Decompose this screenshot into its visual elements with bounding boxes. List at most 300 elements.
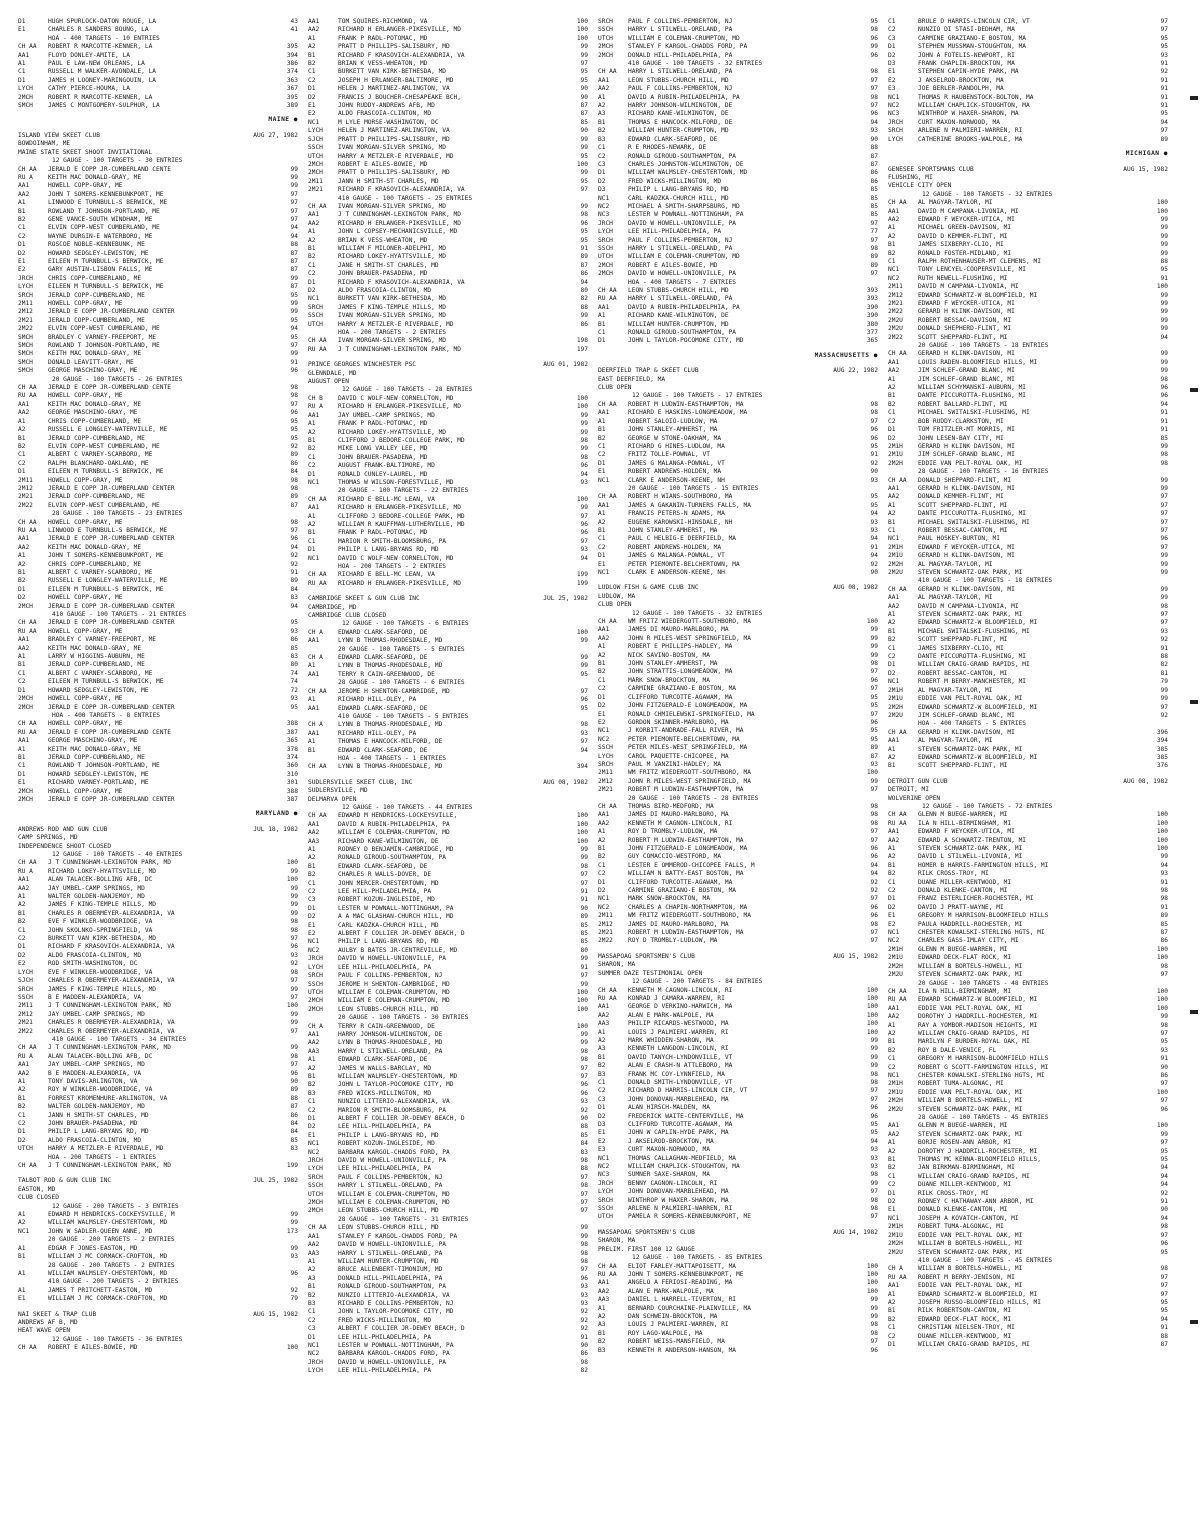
score [854,279,878,287]
class-code: C1 [308,879,316,887]
result-row [308,671,588,679]
class-code: C2 [888,1332,896,1340]
shooter-name: JERALD E COPP JR-CUMBERLAND CENTE [48,384,171,392]
score: 95 [290,291,298,299]
shooter-name: BURKETT VAN KIRK-BETHESDA, MD [338,295,447,303]
result-row [888,619,1168,627]
shooter-name: ROBERT WEISS-MANSFIELD, MA [628,1338,725,1346]
result-row [888,1022,1168,1030]
shooter-name: MARION R SMITH-BLOOMSBURG, PA [338,537,447,545]
shooter-name: GEORGE MASCHINO-GRAY, ME [48,367,138,375]
score: 99 [580,846,588,853]
score: 97 [1160,501,1168,509]
class-code: NC1 [888,266,900,274]
score: 98 [870,802,878,810]
score: 95 [870,1129,878,1137]
shooter-name: IVAN MORGAN-SILVER SPRING, MD [338,312,447,320]
result-row [308,1199,588,1207]
shooter-name: LYNN B THOMAS-RHODESDALE, MD [338,662,443,670]
shooter-name: LEE HILL-PHILADELPHIA, PA [338,888,432,896]
shooter-name: HOWELL COPP-GRAY, ME [48,182,123,190]
class-code: 2M1H [888,543,903,551]
score: 93 [580,1299,588,1307]
score: 97 [1160,526,1168,534]
class-code: C1 [598,861,606,869]
result-row [888,1005,1168,1013]
class-code: A2 [308,236,316,244]
shooter-name: EDWARD F WEYCKER-UTICA, MI [918,828,1015,836]
shooter-name: RALPH BLANCHARD-OAKLAND, ME [48,459,149,467]
shooter-name: FRANK MC COY-LYNNFIELD, MA [628,1070,725,1078]
score: 93 [1160,1046,1168,1054]
shooter-name: GERARD H KLINK DAVISON, MI [918,442,1015,450]
result-row [598,110,878,118]
score: 92 [290,560,298,568]
result-row [308,504,588,512]
class-code: E2 [18,960,26,968]
score: 97 [1160,703,1168,711]
class-code: E1 [598,1129,606,1137]
score: 98 [870,409,878,417]
score: 94 [580,554,588,562]
result-row [18,859,298,867]
score: 99 [870,634,878,642]
score: 96 [580,462,588,470]
class-code: AA3 [598,1296,610,1304]
shooter-name: RILK ROBERTSON-CANTON, MI [918,1307,1012,1315]
score: 99 [1160,241,1168,249]
shooter-name: JERALD E COPP JR-CUMBERLAND CENTE [48,728,171,736]
shooter-name: FORREST KROMENHURE-ARLINGTON, VA [48,1094,168,1102]
score: 91 [1160,93,1168,101]
class-code: NC2 [888,274,900,282]
result-row [308,1334,588,1342]
result-row [598,1071,878,1079]
score: 99 [870,1045,878,1053]
result-row [18,868,298,876]
shooter-name: KENNETH M CAGNON-LINCOLN, RI [628,819,733,827]
event-date: AUG 08, 1982 [543,778,588,786]
result-row [888,510,1168,518]
result-row [308,1359,588,1367]
shooter-name: JOHN L TAYLOR-POCOMOKE CITY, MD [628,337,744,345]
class-code: D1 [598,693,606,701]
class-code: 2M12 [18,484,33,492]
class-code: UTCH [308,152,323,160]
shooter-name: PETER PIEMONTE-BELCHERTOWN, MA [628,560,740,568]
shooter-name: RUSSELL E LONGLEY-WATERVILLE, ME [48,577,168,585]
score: 98 [290,384,298,392]
class-code: E2 [598,718,606,726]
score: 97 [290,400,298,408]
shooter-name: BERNARD COURCHAINE-PLAINVILLE, MA [628,1304,751,1312]
shooter-name: DAVID TANYCH-LYNDONVILLE, VT [628,1053,733,1061]
class-code: SSCH [308,1182,323,1190]
shooter-name: 410 GAUGE - 200 TARGETS - 2 ENTRIES [48,1278,179,1286]
class-code: D1 [598,459,606,467]
event-header [308,779,588,787]
shooter-name: WILLIAM HUNTER-CRUMPTON, MD [628,320,729,328]
class-code: A2 [308,1064,316,1072]
score: 97 [1160,1231,1168,1239]
class-code: A1 [888,375,896,383]
shooter-name: JERALD COPP-CUMBERLAND, ME [48,316,145,324]
score: 84 [290,1128,298,1136]
shooter-name: RICHARD H ERLANGER-PIKESVILLE, MD [338,579,461,587]
score: 97 [870,895,878,903]
class-code: D2 [308,93,316,101]
class-code: D2 [888,669,896,677]
score: 93 [1160,51,1168,59]
result-row [308,747,588,755]
score: 84 [290,585,298,593]
shooter-name: PRATT D PHILLIPS-SALISBURY, MD [338,43,450,51]
score: 97 [1160,971,1168,979]
results-column [18,18,298,1523]
result-row [598,220,878,228]
score: 99 [580,1224,588,1232]
shooter-name: ALBERT C VARNEY-SCARBORO, ME [48,569,153,576]
shooter-name: JERALD E COPP JR-CUMBERLAND CENTER [48,619,175,627]
shooter-name: JOHN DONOVAN-MARBLEHEAD, MA [628,1188,729,1196]
result-row [888,845,1168,853]
club-name: ANDREWS ROD AND GUN CLUB [18,825,108,833]
shooter-name: ROWLAND T JOHNSON-PORTLAND, ME [48,207,160,215]
class-code: D1 [888,1340,896,1348]
shooter-name: RONALD GIROUD-SOUTHAMPTON, PA [628,152,737,160]
shooter-name: RICHARD H ERLANGER-PIKESVILLE, MD [338,219,461,227]
shooter-name: RICHARD HILL-OLEY, PA [338,729,417,737]
shooter-name: FRANCIS PETERS-N ADAMS, MA [628,510,725,518]
result-row [888,820,1168,828]
result-row [18,493,298,501]
score: 99 [290,1010,298,1018]
score: 99 [580,654,588,662]
result-row [598,694,878,702]
class-code: D2 [18,1136,26,1144]
event-subtitle: WOLVERINE OPEN [888,794,941,802]
class-code [888,342,918,350]
class-code: SRCH [888,127,903,135]
score: 93 [580,1098,588,1106]
class-code: B3 [308,1089,316,1097]
shooter-name: HOWELL COPP-GRAY, ME [48,695,123,703]
class-code: AA1 [18,182,30,190]
result-row [888,1282,1168,1290]
result-row [18,468,298,476]
shooter-name: SCOTT SHEPPARD-FLINT, MI [918,762,1008,770]
score: 97 [580,60,588,68]
result-row [598,643,878,651]
score: 99 [290,901,298,909]
result-row [888,712,1168,720]
class-code: NC1 [888,678,900,686]
shooter-name: WILLIAM CRAIG-GRAND RAPIDS, MI [918,1029,1030,1037]
class-code: C1 [598,329,606,337]
shooter-name: HOWELL COPP-GRAY, ME [48,594,123,602]
score: 97 [580,537,588,545]
result-row [888,577,1168,585]
result-row [308,688,588,696]
shooter-name: ALBERT C VARNEY-SCARBORO, ME [48,669,153,677]
class-code: C1 [598,676,606,684]
result-row [598,652,878,660]
result-row [308,947,588,955]
score: 97 [870,1188,878,1196]
shooter-name: PHILIP L LANG-BRYANS RD, MD [628,186,729,194]
score: 96 [870,676,878,684]
class-code: 2M2H [888,703,903,711]
shooter-name: FRANK P RADL-POTOMAC, MD [338,529,428,537]
score: 99 [1160,249,1168,257]
shooter-name: B E MADDEN-ALEXANDRIA, VA [48,1069,142,1077]
class-code: D1 [308,904,316,912]
score: 99 [290,1044,298,1052]
result-row [888,1148,1168,1156]
shooter-name: JAMES DI MAURO-MARLBORO, MA [628,920,729,928]
result-row [308,1308,588,1316]
gauge-heading: 12 GAUGE - 200 TARGETS - 3 ENTRIES [52,1202,179,1210]
result-row [308,713,588,721]
result-row [888,334,1168,342]
score [564,487,588,495]
result-row [598,1129,878,1137]
shooter-name: HOWELL COPP-GRAY, ME [48,518,123,526]
result-row [308,1132,588,1140]
result-row [18,1137,298,1145]
result-row [308,1149,588,1157]
result-row [308,1031,588,1039]
result-row [18,182,298,190]
class-code: SMCH [18,342,33,350]
class-code: B2 [598,853,606,861]
score: 91 [1160,76,1168,84]
result-row [308,563,588,571]
shooter-name: EDDIE VAN PELT-ROYAL OAK, MI [918,1282,1023,1290]
gauge-heading: 12 GAUGE - 100 TARGETS - 6 ENTRIES [342,620,469,628]
class-code: D1 [888,1189,896,1197]
score: 100 [576,628,588,636]
shooter-name: 410 GAUGE - 100 TARGETS - 5 ENTRIES [338,712,469,720]
result-row [888,485,1168,493]
shooter-name: MICHAEL SWITALSKI-FLUSHING, MI [918,518,1030,526]
score [854,795,878,803]
class-code: D1 [18,468,26,476]
score: 95 [1160,34,1168,42]
event-header [598,367,878,375]
shooter-name: HOWELL COPP-GRAY, ME [48,787,123,795]
result-row [308,395,588,403]
result-row [888,224,1168,232]
shooter-name: JAMES F KING-TEMPLE HILLS, MD [48,901,157,909]
event-subtitle: PRELIM. FIRST 100 12 GAUGE [598,1245,695,1253]
result-row [598,569,878,577]
shooter-name: 20 GAUGE - 100 TARGETS - 15 ENTRIES [628,484,759,492]
result-row [598,618,878,626]
class-code: D1 [598,552,606,560]
class-code: C2 [18,459,26,467]
shooter-name: MIKE LONG VALLEY LEE, MD [338,445,428,453]
result-row [888,1223,1168,1231]
result-row [308,555,588,563]
class-code: SJCH [18,977,33,985]
result-row [18,85,298,93]
class-code: C2 [888,26,896,34]
shooter-name: HOA - 400 TARGETS - 7 ENTRIES [628,278,737,286]
result-row [888,208,1168,216]
class-code: 2M12 [888,291,903,299]
shooter-name: ARLENE N PALMIERI-WARREN, RI [628,1205,733,1213]
class-code: 2MCH [18,602,33,610]
class-code: A2 [888,853,896,861]
class-code: C1 [598,144,606,152]
class-code: A3 [598,1045,606,1053]
shooter-name: RICHARD F KRASOVICH-ALEXANDRIA, VA [338,51,465,59]
score [274,1262,298,1270]
shooter-name: PAMELA R SOMERS-KENNEBUNKPORT, ME [628,1213,751,1221]
score: 85 [580,930,588,938]
class-code: RU AA [888,819,907,827]
class-code: CH AA [18,1344,37,1352]
score: 96 [870,434,878,442]
score: 93 [870,518,878,526]
shooter-name: JEROME H SHENTON-CAMBRIDGE, MD [338,980,450,988]
score: 378 [286,745,298,753]
shooter-name: GREGORY M HARRISON-BLOOMFIELD HILLS [918,912,1049,920]
class-code: SRCH [308,1173,323,1181]
shooter-name: RICHARD H ERLANGER-PIKESVILLE, MD [338,504,461,512]
result-row [308,1107,588,1115]
class-code: E2 [308,110,316,118]
result-row [598,1045,878,1053]
shooter-name: WM FRITZ WIEDERGOTT-SOUTHBORO, MA [628,912,751,920]
result-row [888,1299,1168,1307]
class-code: B3 [598,1070,606,1078]
score: 97 [870,236,878,244]
result-row [308,1258,588,1266]
score: 87 [290,249,298,257]
score: 95 [870,693,878,701]
result-row [18,60,298,68]
result-row [598,668,878,676]
result-row [18,885,298,893]
score: 84 [580,1140,588,1148]
class-code: D1 [18,770,26,778]
score: 99 [580,169,588,177]
class-code: B1 [18,434,26,442]
class-code: E3 [888,85,896,93]
shooter-name: HARRY L STILWELL-ORELAND, PA [338,1182,443,1190]
shooter-name: EDWARD SCHWARTZ-W BLOOMFIELD, MI [918,1290,1038,1298]
shooter-name: CHRIS COPP-CUMBERLAND, ME [48,560,142,568]
score: 99 [1160,367,1168,375]
result-row [18,661,298,669]
result-row [18,561,298,569]
shooter-name: JOHN T SOMERS-KENNEBUNKPORT, ME [48,190,164,198]
result-row [308,972,588,980]
class-code: SJCH [308,135,323,143]
shooter-name: HOA - 200 TARGETS - 2 ENTRIES [338,329,447,337]
result-row [598,660,878,668]
result-row [598,828,878,836]
score: 97 [1160,26,1168,34]
result-row [308,721,588,729]
shooter-name: WILLIAM WALMSLEY-CHESTERTOWN, MD [48,1219,168,1227]
shooter-name: MARK WHIDDEN-SHARON, MA [628,1036,714,1044]
score: 91 [1160,409,1168,417]
result-row [888,1106,1168,1114]
score: 96 [580,219,588,227]
shooter-name: RILK CROSS-TROY, MI [918,870,989,878]
score: 99 [290,274,298,282]
shooter-name: PHILIP L LANG-BRYANS RD, MD [338,546,439,554]
result-row [308,863,588,871]
shooter-name: HARRY JOHNSON-WILMINGTON, DE [628,102,733,110]
score: 89 [290,493,298,501]
result-row [308,1081,588,1089]
shooter-name: SCOTT SHEPPARD-FLINT, MI [918,333,1008,341]
score: 99 [1160,358,1168,366]
class-code: CH AA [308,202,327,210]
gauge-heading: 12 GAUGE - 100 TARGETS - 28 ENTRIES [342,386,473,394]
class-code: C1 [308,453,316,461]
shooter-name: LESTER E OMMEROD-CHICOPEE FALLS, M [628,861,755,869]
score: 99 [580,202,588,210]
shooter-name: JOHN L TAYLOR-POCOMOKE CITY, MD [338,1081,454,1089]
score: 97 [870,937,878,945]
score: 92 [1160,68,1168,76]
score: 89 [870,261,878,269]
shooter-name: WILLIAM B BORTELS-HOWELL, MI [918,1265,1023,1273]
score: 173 [286,1227,298,1235]
shooter-name: CHESTER KOWALSKI-STERLING HGTS, MI [918,1071,1045,1079]
shooter-name: HOWELL COPP-GRAY, ME [48,476,123,484]
result-row [308,546,588,554]
shooter-name: HOWELL COPP-GRAY, ME [48,720,123,728]
class-code: AA2 [308,829,320,837]
shooter-name: 410 GAUGE - 100 TARGETS - 18 ENTRIES [918,577,1053,585]
result-row [308,220,588,228]
shooter-name: AL MAGYAR-TAYLOR, MI [918,560,993,568]
class-code: A1 [18,60,26,68]
shooter-name: DONALD SHEPPARD-FLINT, MI [918,476,1012,484]
shooter-name: JOHN BRAUER-PASADENA, MD [48,1120,138,1127]
class-code: A2 [598,518,606,526]
event-date: AUG 22, 1982 [833,367,878,375]
score: 97 [1160,510,1168,518]
shooter-name: WILLIAM WALMSLEY-CHESTERTOWN, MD [338,1072,458,1080]
class-code: A2 [308,43,316,51]
class-code: SSCH [598,26,613,34]
shooter-name: STEVEN SCHWARTZ-OAK PARK, MI [918,1248,1023,1256]
shooter-name: JANN H SMITH-ST CHARLES, MD [338,177,439,185]
class-code: A3 [598,110,606,118]
class-code: D2 [598,1112,606,1120]
class-code: B1 [598,118,606,126]
result-row [18,1086,298,1094]
class-code: UTCH [308,1190,323,1198]
class-code: A2 [308,520,316,528]
shooter-name: JAMES A GAKANIN-TURNERS FALLS, MA [628,501,751,509]
score: 92 [1160,636,1168,644]
score: 93 [290,627,298,635]
score: 95 [870,493,878,501]
shooter-name: B E MADDEN-ALEXANDRIA, VA [48,993,142,1001]
shooter-name: GERARD H KLINK-DAVISON, MI [918,585,1015,593]
result-row [888,937,1168,945]
class-code [308,755,338,763]
score [274,35,298,43]
